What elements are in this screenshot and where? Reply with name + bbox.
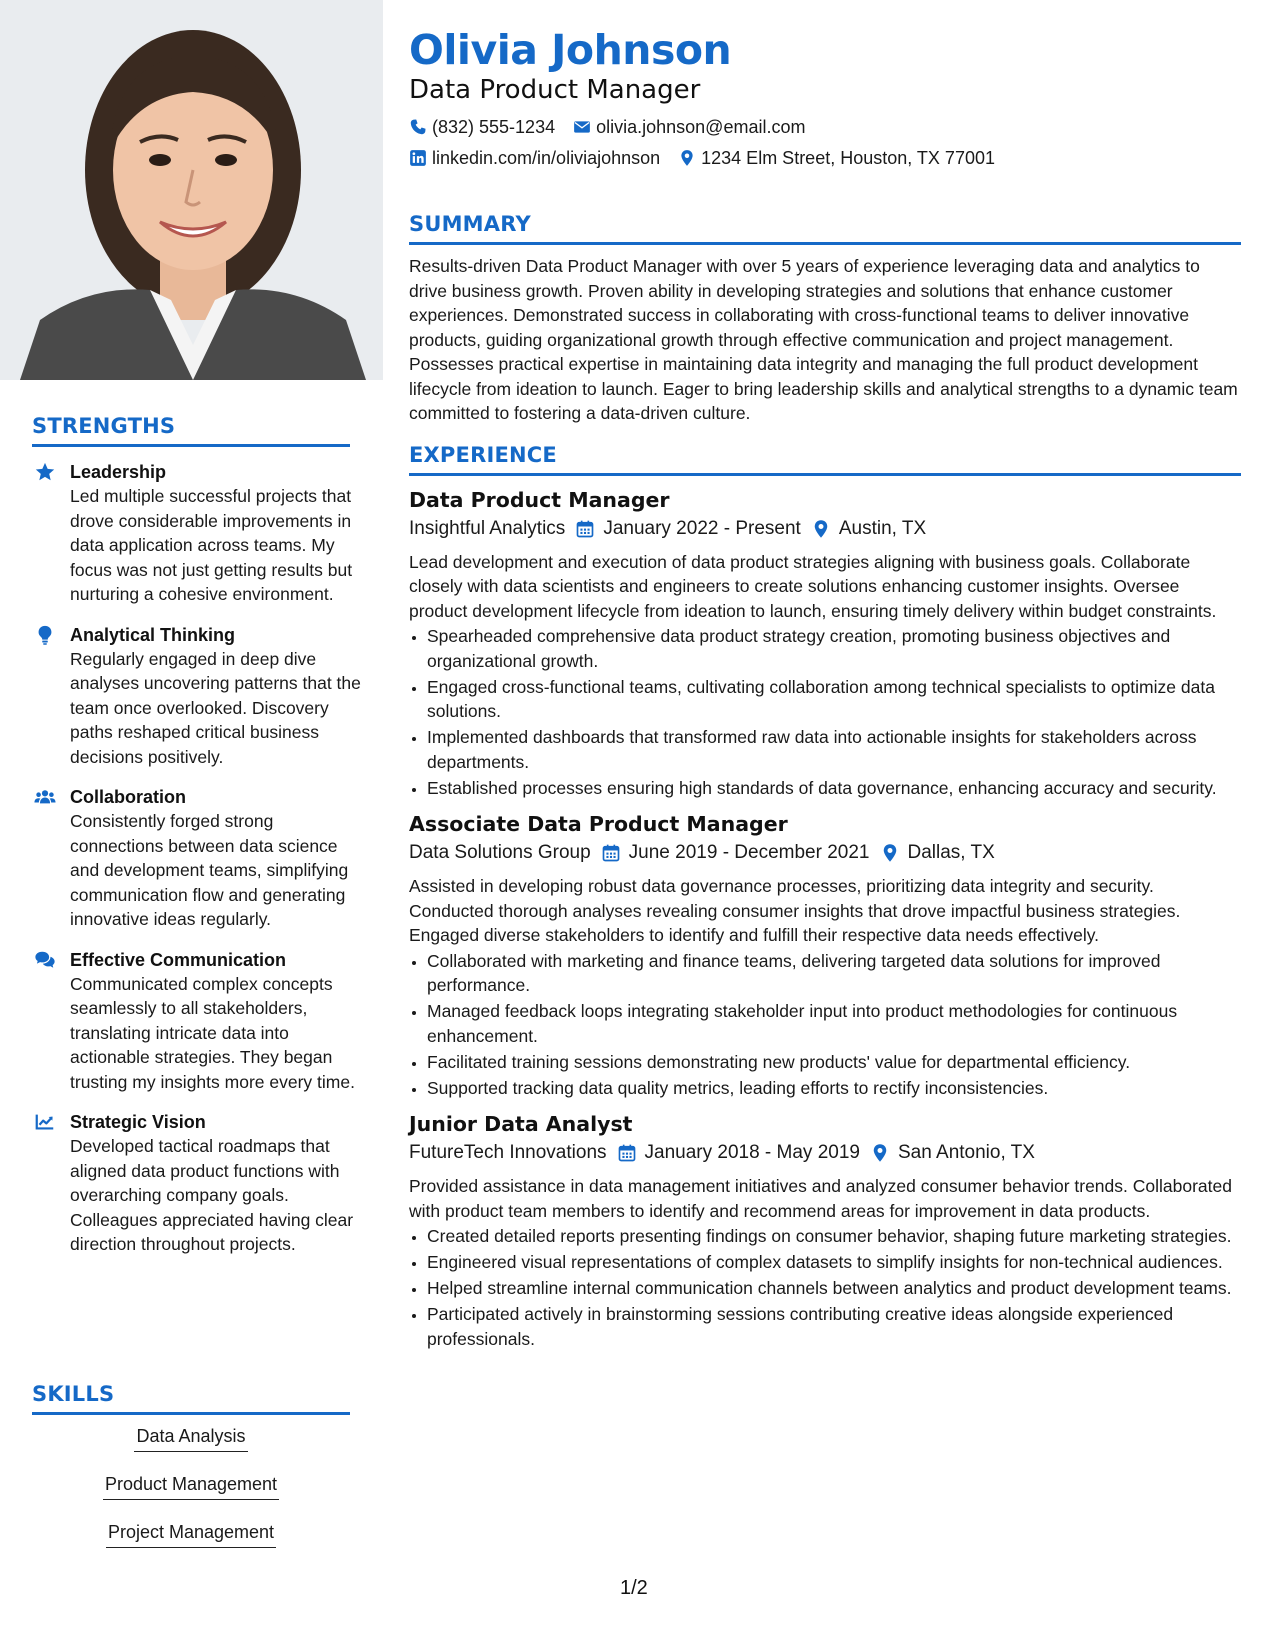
- users-icon: [34, 786, 56, 808]
- map-pin-icon: [870, 1143, 890, 1163]
- contact-address: [678, 146, 995, 170]
- job-description: Provided assistance in data management initiatives and analyzed consumer behavior trends. Collaborated with product team members to identify and recommend areas for improvement in data products.: [409, 1176, 1232, 1221]
- list-item: • Established processes ensuring high standards of data governance, enhancing accuracy and security.: [427, 776, 1241, 801]
- strength-description: Developed tactical roadmaps that aligned data product functions with overarching company goals. Colleagues appreciated having clear direction throughout projects.: [70, 1136, 354, 1254]
- list-item: • Spearheaded comprehensive data product strategy creation, promoting business objectives and organizational growth.: [427, 624, 1241, 673]
- skills-heading: SKILLS: [32, 1382, 350, 1415]
- list-item: • Engaged cross-functional teams, cultivating collaboration among technical specialists to optimize data solutions.: [427, 675, 1241, 724]
- job-description: Lead development and execution of data product strategies aligning with business goals. Collaborate closely with data scientists and engineers to create solutions enhancing customer insights. Oversee product development lifecycle from ideation to launch, ensuring timely delivery within budget constraints.: [409, 551, 1217, 621]
- job-description: Assisted in developing robust data governance processes, prioritizing data integrity and security. Conducted thorough analyses revealing consumer insights that drove impactful business strategies. Engaged diverse stakeholders to identify and fulfill their respective data needs effectively.: [409, 876, 1181, 945]
- skill-item: [32, 1472, 350, 1500]
- strength-description: Communicated complex concepts seamlessly to all stakeholders, translating intricate data into actionable strategies. They began trusting my insights more every time.: [70, 973, 355, 1092]
- calendar-icon: [575, 519, 595, 539]
- strength-description: Led multiple successful projects that drove considerable improvements in data application across teams. My focus was not just getting results but nurturing a cohesive environment.: [70, 486, 353, 604]
- summary-text: Results-driven Data Product Manager with over 5 years of experience leveraging data and analytics to drive business growth. Proven ability in developing strategies and solutions that enhance customer experiences. Demonstrated success in collaborating with cross-functional teams to deliver innovative products, guiding organizational growth through effective communication and project management. Possesses practical expertise in maintaining data integrity and managing the full product development lifecycle from ideation to launch. Eager to bring leadership skills and analytical strengths to a dynamic team committed to fostering a data-driven culture.: [409, 256, 1238, 423]
- skill-item: [32, 1520, 350, 1548]
- chart-line-icon: [34, 1111, 56, 1133]
- strength-title: Collaboration: [70, 787, 186, 807]
- skill-label: Product Management: [103, 1472, 279, 1500]
- job-title: Data Product Manager: [409, 487, 670, 512]
- contact-row: [409, 146, 1241, 170]
- job-dates: January 2022 - Present: [603, 517, 801, 539]
- envelope-icon: [573, 118, 591, 136]
- map-pin-icon: [811, 519, 831, 539]
- job-meta: [409, 515, 1241, 543]
- job-company: FutureTech Innovations: [409, 1142, 607, 1163]
- job-dates-group: [575, 515, 801, 543]
- profile-photo: [0, 0, 383, 380]
- job-meta: [409, 839, 1241, 867]
- skill-label: Project Management: [106, 1520, 276, 1548]
- job-location: San Antonio, TX: [897, 1142, 1035, 1163]
- skills-list: [32, 1424, 350, 1568]
- calendar-icon: [601, 843, 621, 863]
- address-text: 1234 Elm Street, Houston, TX 77001: [701, 148, 995, 168]
- experience-heading: EXPERIENCE: [409, 443, 1241, 476]
- lightbulb-icon: [34, 624, 56, 646]
- job-title: Associate Data Product Manager: [409, 812, 788, 836]
- linkedin-icon: [409, 149, 427, 167]
- contact-email: [573, 115, 805, 139]
- email-text: olivia.johnson@email.com: [596, 117, 806, 137]
- job-entry: [409, 486, 1241, 801]
- strength-title: Leadership: [70, 462, 167, 482]
- contact-phone: [409, 115, 555, 139]
- job-entry: [409, 1110, 1241, 1351]
- linkedin-text: linkedin.com/in/oliviajohnson: [432, 148, 661, 168]
- candidate-name: Olivia Johnson: [409, 26, 732, 74]
- contact-linkedin: [409, 146, 660, 170]
- list-item: • Engineered visual representations of complex datasets to simplify insights for non-technical audiences.: [427, 1250, 1241, 1275]
- strength-title: Analytical Thinking: [70, 624, 236, 645]
- job-bullets: [409, 1224, 1241, 1351]
- strength-description: Regularly engaged in deep dive analyses uncovering patterns that the team once overlooked. Discovery paths reshaped critical business decisions positively.: [70, 648, 361, 767]
- strength-description: Consistently forged strong connections between data science and development teams, simplifying communication flow and generating innovative ideas regularly.: [70, 811, 349, 929]
- list-item: • Managed feedback loops integrating stakeholder input into product methodologies for continuous enhancement.: [427, 999, 1241, 1048]
- map-pin-icon: [678, 149, 696, 167]
- page-number: 1/2: [620, 1577, 648, 1599]
- job-dates-group: [617, 1139, 860, 1167]
- strengths-heading: STRENGTHS: [32, 414, 350, 447]
- job-dates: January 2018 - May 2019: [644, 1142, 860, 1163]
- map-pin-icon: [880, 843, 900, 863]
- list-item: • Collaborated with marketing and finance teams, delivering targeted data solutions for improved performance.: [427, 949, 1241, 998]
- job-bullets: [409, 949, 1241, 1101]
- strength-title: Strategic Vision: [70, 1112, 206, 1132]
- star-icon: [34, 461, 56, 483]
- calendar-icon: [617, 1143, 637, 1163]
- sidebar: [0, 0, 383, 1650]
- chat-bubbles-icon: [34, 949, 56, 971]
- phone-icon: [409, 118, 427, 136]
- strength-item: [32, 948, 362, 1095]
- job-location-group: [811, 515, 926, 543]
- job-company: Data Solutions Group: [409, 842, 591, 863]
- contact-row: [409, 115, 1241, 139]
- list-item: • Helped streamline internal communication channels between analytics and product development teams.: [427, 1276, 1241, 1301]
- job-dates: June 2019 - December 2021: [628, 842, 870, 863]
- summary-heading: SUMMARY: [409, 212, 1241, 245]
- strength-item: [32, 460, 362, 607]
- job-location-group: [870, 1139, 1035, 1167]
- profile-photo-illustration: [0, 0, 383, 380]
- job-bullets: [409, 624, 1241, 800]
- job-location: Dallas, TX: [907, 842, 995, 863]
- strengths-list: [32, 460, 362, 1273]
- strength-item: [32, 785, 362, 932]
- job-location: Austin, TX: [838, 517, 927, 539]
- job-title: Junior Data Analyst: [409, 1112, 633, 1136]
- main-content: [409, 0, 1241, 1353]
- candidate-title: Data Product Manager: [409, 75, 701, 105]
- skill-label: Data Analysis: [134, 1424, 247, 1452]
- strength-item: [32, 623, 362, 770]
- job-location-group: [880, 839, 995, 867]
- strength-item: [32, 1110, 362, 1257]
- job-meta: [409, 1139, 1241, 1167]
- job-entry: [409, 810, 1241, 1100]
- job-dates-group: [601, 839, 870, 867]
- list-item: • Participated actively in brainstorming sessions contributing creative ideas alongside experienced professionals.: [427, 1302, 1241, 1351]
- list-item: • Supported tracking data quality metrics, leading efforts to rectify inconsistencies.: [427, 1076, 1241, 1101]
- phone-text: (832) 555-1234: [432, 117, 556, 137]
- list-item: • Created detailed reports presenting findings on consumer behavior, shaping future marketing strategies.: [427, 1224, 1241, 1249]
- list-item: • Facilitated training sessions demonstrating new products' value for departmental efficiency.: [427, 1050, 1241, 1075]
- list-item: • Implemented dashboards that transformed raw data into actionable insights for stakeholders across departments.: [427, 725, 1241, 774]
- strength-title: Effective Communication: [70, 949, 287, 970]
- skill-item: [32, 1424, 350, 1452]
- job-company: Insightful Analytics: [409, 517, 566, 539]
